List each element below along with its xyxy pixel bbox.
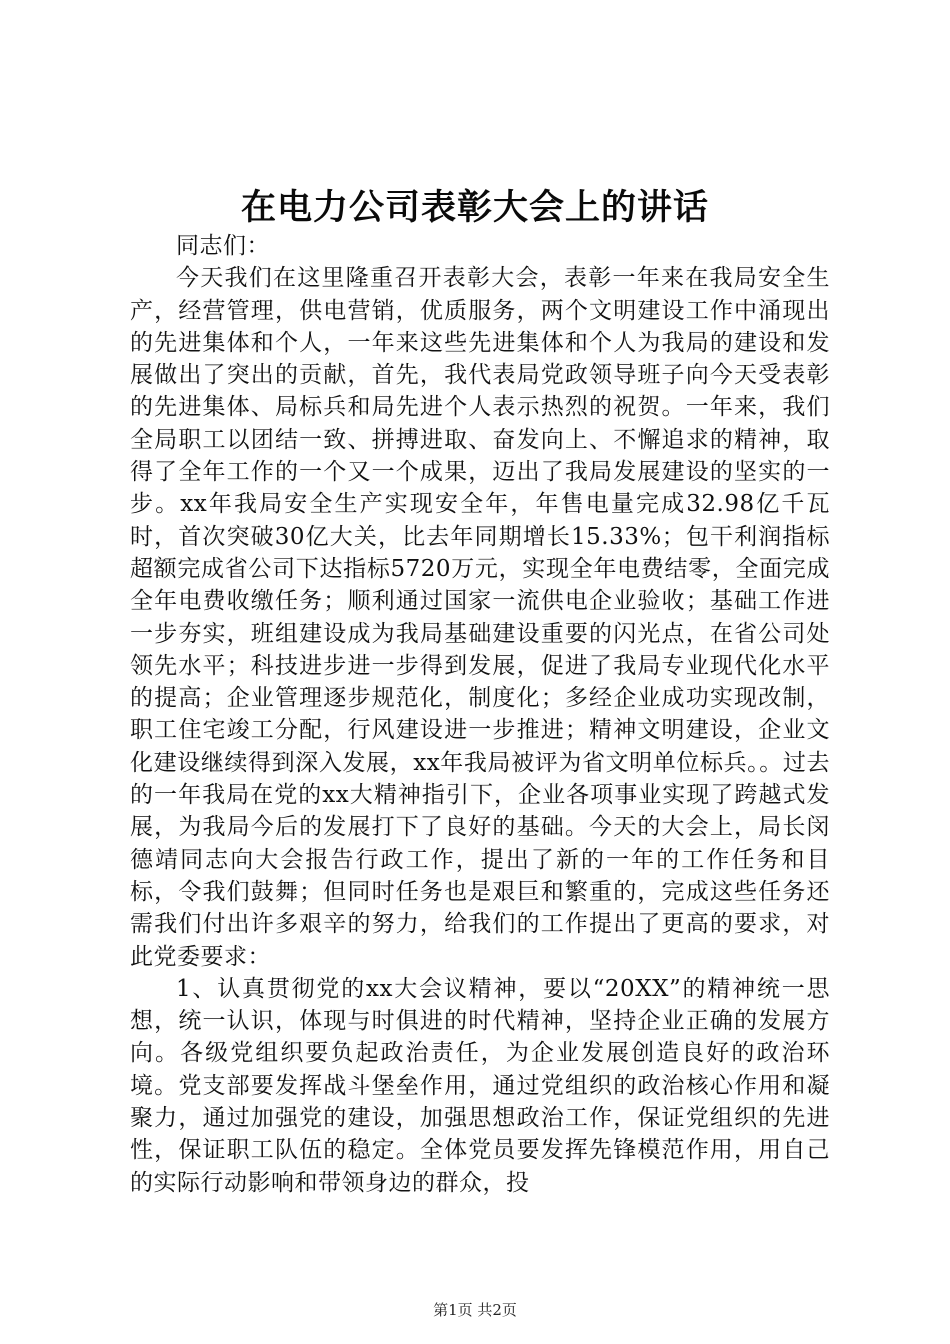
paragraph-2: 1、认真贯彻党的xx大会议精神，要以“20XX”的精神统一思想，统一认识，体现与时俱进的时代精神，坚持企业正确的发展方向。各级党组织要负起政治责任，为企业发展创造良好的政治环境。党支部要发挥战斗堡垒作用，通过党组织的政治核心作用和凝聚力，通过加强党的建设，加强思想政治工作，保证党组织的先进性，保证职工队伍的稳定。全体党员要发挥先锋模范作用，用自己的实际行动影响和带领身边的群众，投 <box>130 975 830 1196</box>
document-title: 在电力公司表彰大会上的讲话 <box>240 188 709 228</box>
paragraph-1: 今天我们在这里隆重召开表彰大会，表彰一年来在我局安全生产，经营管理，供电营销，优质服务，两个文明建设工作中涌现出的先进集体和个人，一年来这些先进集体和个人为我局的建设和发展做出了突出的贡献，首先，我代表局党政领导班子向今天受表彰的先进集体、局标兵和局先进个人表示热烈的祝贺。一年来，我们全局职工以团结一致、拼搏进取、奋发向上、不懈追求的精神，取得了全年工作的一个又一个成果，迈出了我局发展建设的坚实的一步。xx年我局安全生产实现安全年，年售电量完成32.98亿千瓦时，首次突破30亿大关，比去年同期增长15.33%；包干利润指标超额完成省公司下达指标5720万元，实现全年电费结零，全面完成全年电费收缴任务；顺利通过国家一流供电企业验收；基础工作进一步夯实，班组建设成为我局基础建设重要的闪光点，在省公司处领先水平；科技进步进一步得到发展，促进了我局专业现代化水平的提高；企业管理逐步规范化，制度化；多经企业成功实现改制，职工住宅竣工分配，行风建设进一步推进；精神文明建设，企业文化建设继续得到深入发展，xx年我局被评为省文明单位标兵。。过去的一年我局在党的xx大精神指引下，企业各项事业实现了跨越式发展，为我局今后的发展打下了良好的基础。今天的大会上，局长闵德靖同志向大会报告行政工作，提出了新的一年的工作任务和目标，令我们鼓舞；但同时任务也是艰巨和繁重的，完成这些任务还需我们付出许多艰辛的努力，给我们的工作提出了更高的要求，对此党委要求： <box>130 265 830 970</box>
page-footer: 第1页 共2页 <box>433 1301 517 1319</box>
document-body <box>130 230 830 1199</box>
salutation: 同志们： <box>176 233 270 259</box>
